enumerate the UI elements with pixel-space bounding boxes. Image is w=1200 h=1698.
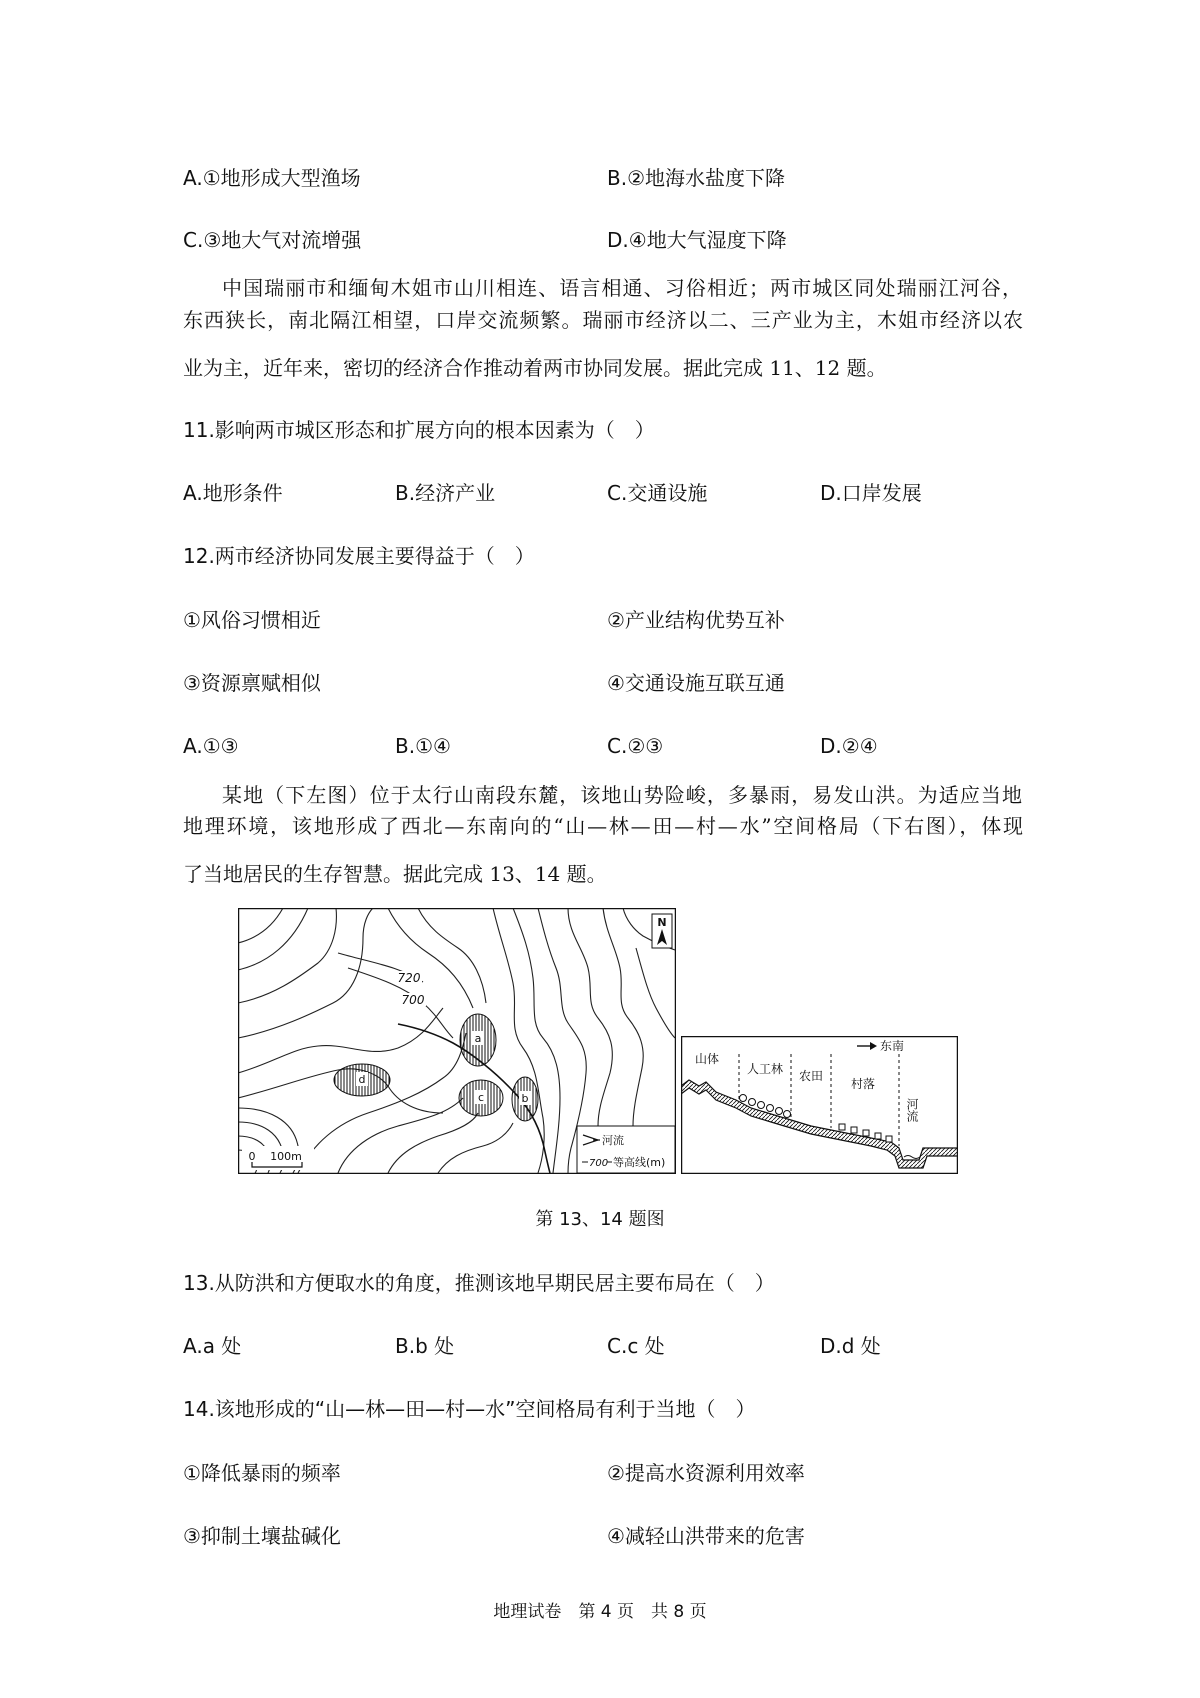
contour-line [338,1098,463,1173]
passage1-line-3: 业为主，近年来，密切的经济合作推动着两市协同发展。据此完成 11、12 题。 [183,356,887,380]
q14-stem: 14.该地形成的“山—林—田—村—水”空间格局有利于当地（ ） [183,1397,756,1421]
region-a [460,1014,496,1066]
passage2-line-1: 某地（下左图）位于太行山南段东麓，该地山势险峻，多暴雨，易发山洪。为适应当地 [222,783,1022,807]
zone-label-river: 河流 [905,1098,919,1122]
house-icon [839,1124,845,1130]
scale-bar [242,1146,314,1170]
contour-label-700: 700 [401,993,425,1007]
zone-label-village: 村落 [851,1077,876,1091]
region-c-label: c [477,1091,485,1104]
passage2-line-2: 地理环境，该地形成了西北—东南向的“山—林—田—村—水”空间格局（下右图），体现 [183,814,1023,838]
q12-item-1: ①风俗习惯相近 [183,608,321,632]
q11-stem: 11.影响两市城区形态和扩展方向的根本因素为（ ） [183,418,655,442]
region-b [512,1077,538,1121]
q10-option-c: C.③地大气对流增强 [183,228,362,252]
q10-option-d: D.④地大气湿度下降 [607,228,787,252]
q12-stem: 12.两市经济协同发展主要得益于（ ） [183,544,535,568]
north-label: N [657,916,667,929]
q12-item-2: ②产业结构优势互补 [607,608,785,632]
q12-option-d: D.②④ [820,734,878,758]
house-icon [851,1127,857,1133]
zone-label-field: 农田 [799,1069,824,1083]
region-c [459,1080,503,1116]
q12-option-b: B.①④ [395,734,451,758]
q10-option-a: A.①地形成大型渔场 [183,166,361,190]
q12-option-a: A.①③ [183,734,239,758]
direction-label: 东南 [880,1039,905,1053]
region-b-label: b [521,1092,529,1105]
q13-option-a: A.a 处 [183,1334,242,1358]
zone-label-mountain: 山体 [695,1052,720,1066]
q12-item-3: ③资源禀赋相似 [183,671,321,695]
contour-line [238,908,283,943]
map-legend [577,1126,675,1173]
house-icon [886,1136,892,1142]
figure-caption: 第 13、14 题图 [535,1209,665,1230]
direction-arrow-icon [857,1042,877,1050]
ground-profile [681,1080,958,1168]
contour-line [603,908,643,1126]
tree-icon [758,1102,765,1109]
q13-stem: 13.从防洪和方便取水的角度，推测该地早期民居主要布局在（ ） [183,1271,775,1295]
contour-label-720: 720 [397,971,421,985]
q14-item-2: ②提高水资源利用效率 [607,1461,805,1485]
q10-option-b: B.②地海水盐度下降 [607,166,786,190]
zone-label-forest: 人工林 [747,1062,784,1076]
contour-line [388,1113,478,1173]
contour-line [238,1008,443,1073]
contour-line [493,908,544,1173]
contour-line [238,908,373,1038]
contour-line [568,908,612,1126]
q14-item-4: ④减轻山洪带来的危害 [607,1524,805,1548]
tree-icon [776,1108,783,1115]
q14-item-3: ③抑制土壤盐碱化 [183,1524,341,1548]
north-arrow-icon [652,914,672,948]
contour-line [298,1033,466,1173]
river-water [904,1156,920,1159]
legend-contour-label: 等高线(m) [613,1156,666,1169]
q12-item-4: ④交通设施互联互通 [607,671,785,695]
region-d-label: d [358,1073,366,1086]
q11-option-c: C.交通设施 [607,481,708,505]
landscape-profile [681,1036,958,1174]
contour-line [238,908,336,1003]
q13-option-d: D.d 处 [820,1334,881,1358]
q11-option-a: A.地形条件 [183,481,283,505]
q12-option-c: C.②③ [607,734,664,758]
q14-item-1: ①降低暴雨的频率 [183,1461,341,1485]
house-icon [875,1133,881,1139]
tree-icon [740,1095,747,1102]
contour-line [418,908,486,1003]
region-d [334,1064,390,1096]
region-a-label: a [474,1032,482,1045]
q11-option-b: B.经济产业 [395,481,496,505]
scale-length-label: 100m [270,1150,302,1163]
legend-river-label: 河流 [602,1134,624,1147]
q13-option-b: B.b 处 [395,1334,455,1358]
contour-map [238,908,676,1174]
tree-icon [767,1105,774,1112]
passage1-line-1: 中国瑞丽市和缅甸木姐市山川相连、语言相通、习俗相近；两市城区同处瑞丽江河谷， [222,276,1022,300]
passage2-line-3: 了当地居民的生存智慧。据此完成 13、14 题。 [183,862,607,886]
contour-line [438,1123,513,1173]
contour-line [636,948,675,1038]
legend-contour-value: 700 [589,1158,609,1169]
house-icon [863,1130,869,1136]
page-footer: 地理试卷 第 4 页 共 8 页 [493,1602,707,1622]
contour-line [513,908,560,1173]
passage1-line-2: 东西狭长，南北隔江相望，口岸交流频繁。瑞丽市经济以二、三产业为主，木姐市经济以农 [183,308,1023,332]
q13-option-c: C.c 处 [607,1334,665,1358]
tree-icon [749,1099,756,1106]
tree-icon [784,1111,791,1118]
q11-option-d: D.口岸发展 [820,481,922,505]
scale-zero-label: 0 [248,1150,256,1163]
